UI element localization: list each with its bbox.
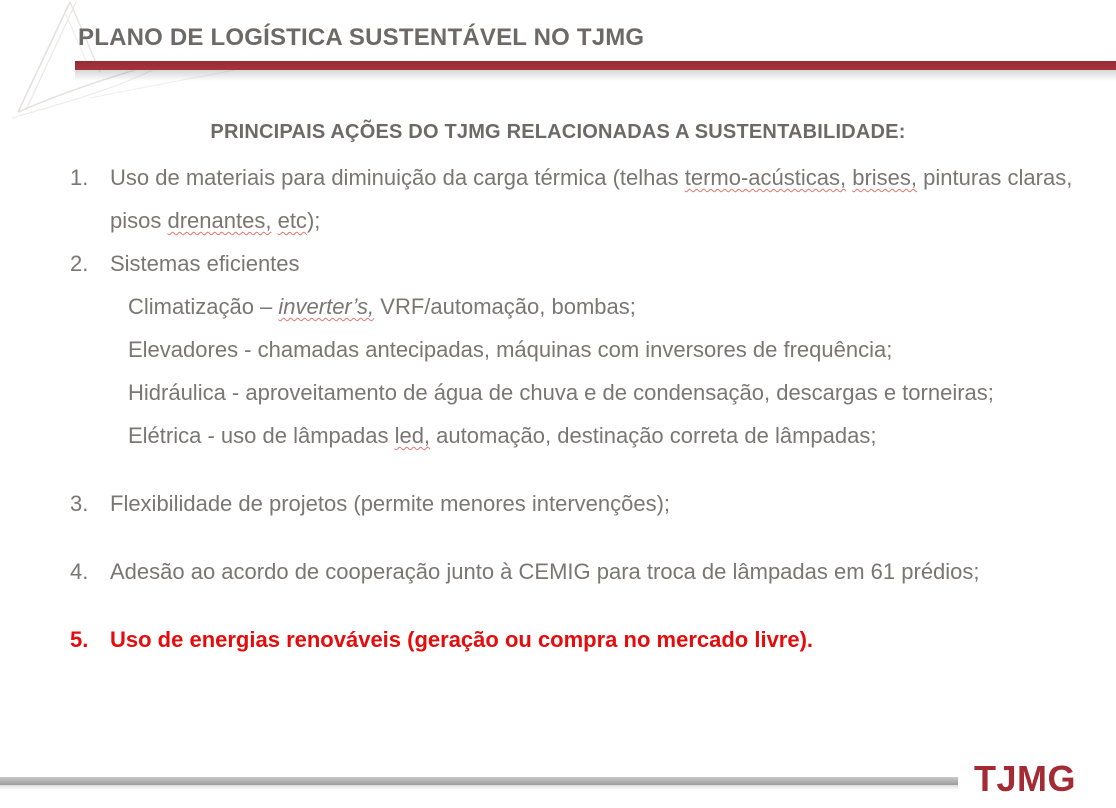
list-item-highlighted [70, 618, 1080, 661]
action-list [70, 156, 1080, 661]
item-text [110, 550, 1090, 593]
text-segment: automação, destinação correta de lâmpadas; [430, 423, 877, 448]
text-segment: Flexibilidade de projetos (permite menores intervenções); [110, 491, 671, 516]
item-number: 3. [70, 491, 89, 516]
item-text [110, 482, 1090, 525]
tjmg-logo: TJMG [973, 758, 1076, 799]
text-segment: Uso de materiais para diminuição da carga térmica (telhas [110, 165, 685, 190]
title-underline-bar [75, 61, 1116, 70]
text-segment: drenantes, [167, 208, 272, 233]
sub-item [128, 414, 1090, 457]
text-segment: termo-acústicas, [684, 165, 847, 190]
item-number: 4. [70, 559, 89, 584]
text-segment: etc [277, 208, 307, 233]
item-content [110, 242, 1090, 457]
text-segment: Climatização – [128, 294, 279, 319]
footer-bar [0, 777, 958, 785]
text-segment: ); [306, 208, 321, 233]
text-segment: VRF/automação, bombas; [374, 294, 636, 319]
list-item [70, 242, 1080, 457]
sub-item [128, 328, 1090, 371]
text-segment: Elevadores - chamadas antecipadas, máquinas com inversores de frequência; [128, 337, 893, 362]
text-segment: led, [394, 423, 431, 448]
text-segment: brises, [852, 165, 918, 190]
list-item [70, 482, 1080, 525]
section-heading: PRINCIPAIS AÇÕES DO TJMG RELACIONADAS A SUSTENTABILIDADE: [210, 121, 906, 143]
item-text [110, 156, 1090, 242]
text-segment: Uso de energias renováveis (geração ou compra no mercado livre). [110, 627, 814, 652]
text-segment: Hidráulica - aproveitamento de água de chuva e de condensação, descargas e torneiras; [128, 380, 994, 405]
text-segment: inverter’s, [278, 294, 375, 319]
text-segment: Elétrica - uso de lâmpadas [128, 423, 395, 448]
item-number: 1. [70, 165, 89, 190]
sub-item [128, 371, 1090, 414]
sub-item [128, 285, 1090, 328]
item-number: 5. [70, 627, 89, 652]
item-text [110, 242, 1090, 285]
page-title: PLANO DE LOGÍSTICA SUSTENTÁVEL NO TJMG [78, 24, 645, 51]
item-number: 2. [70, 251, 89, 276]
text-segment: Sistemas eficientes [110, 251, 300, 276]
text-segment: Adesão ao acordo de cooperação junto à CEMIG para troca de lâmpadas em 61 prédios; [110, 559, 980, 584]
text-segment: pinturas claras, pisos [110, 165, 1073, 233]
list-item [70, 156, 1080, 242]
list-item [70, 550, 1080, 593]
item-text [110, 618, 1090, 661]
